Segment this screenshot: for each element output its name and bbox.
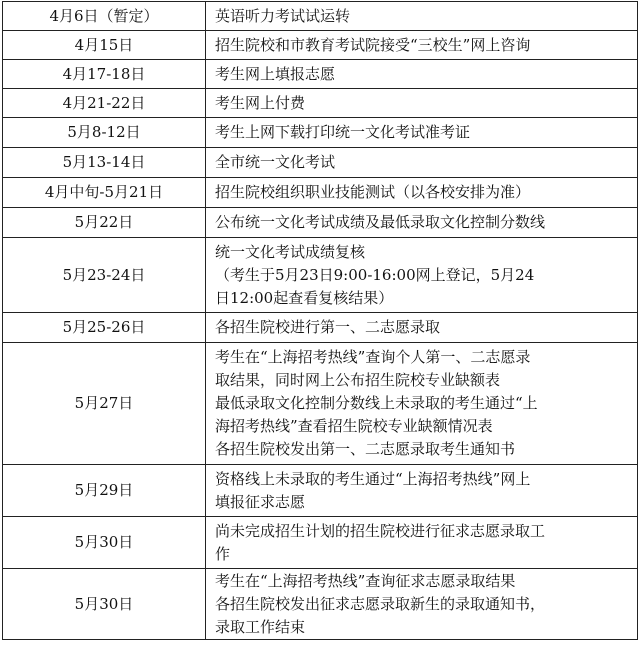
schedule-date: 5月25-26日: [3, 313, 206, 343]
schedule-date: 5月8-12日: [3, 118, 206, 148]
schedule-date: 5月27日: [3, 343, 206, 465]
schedule-row: [3, 465, 638, 517]
schedule-event: [206, 208, 638, 238]
schedule-event-line: 各招生院校发出第一、二志愿录取考生通知书: [215, 440, 516, 458]
schedule-event-line: 各招生院校发出征求志愿录取新生的录取通知书，: [215, 594, 546, 613]
schedule-event-line: 录取工作结束: [215, 617, 306, 636]
schedule-event-line: 统一文化考试成绩复核: [215, 242, 366, 261]
schedule-event: [206, 343, 638, 465]
schedule-event-line: 全市统一文化考试: [215, 153, 336, 171]
schedule-date: 5月30日: [3, 569, 206, 640]
schedule-event: [206, 517, 638, 569]
schedule-row: [3, 238, 638, 313]
schedule-row: [3, 178, 638, 208]
schedule-date: 5月13-14日: [3, 148, 206, 178]
schedule-event-line: 公布统一文化考试成绩及最低录取文化控制分数线: [215, 213, 546, 231]
schedule-date: 5月22日: [3, 208, 206, 238]
schedule-table-body: [3, 2, 638, 640]
schedule-event: [206, 569, 638, 640]
schedule-event-line: （考生于5月23日9:00-16:00网上登记，5月24: [215, 265, 535, 284]
schedule-event: [206, 118, 638, 148]
schedule-event: [206, 89, 638, 118]
schedule-event-line: 英语听力考试试运转: [215, 6, 351, 25]
schedule-date: 4月15日: [3, 31, 206, 60]
schedule-row: [3, 31, 638, 60]
schedule-date: 4月中旬-5月21日: [3, 178, 206, 208]
schedule-row: [3, 148, 638, 178]
schedule-event: [206, 178, 638, 208]
schedule-date: 4月6日（暂定）: [3, 2, 206, 31]
schedule-event: [206, 465, 638, 517]
schedule-row: [3, 60, 638, 89]
schedule-row: [3, 343, 638, 465]
schedule-date: 5月23-24日: [3, 238, 206, 313]
schedule-event: [206, 60, 638, 89]
schedule-event: [206, 238, 638, 313]
schedule-event-line: 资格线上未录取的考生通过“上海招考热线”网上: [215, 469, 531, 488]
schedule-event-line: 考生在“上海招考热线”查询征求志愿录取结果: [215, 571, 516, 590]
schedule-event-line: 日12:00起查看复核结果）: [215, 288, 394, 307]
schedule-row: [3, 313, 638, 343]
schedule-event: [206, 148, 638, 178]
schedule-event-line: 取结果，同时网上公布招生院校专业缺额表: [215, 371, 501, 389]
schedule-event: [206, 313, 638, 343]
schedule-event-line: 招生院校组织职业技能测试（以各校安排为准）: [215, 183, 531, 201]
schedule-date: 5月30日: [3, 517, 206, 569]
schedule-event-line: 作: [215, 544, 231, 563]
schedule-row: [3, 208, 638, 238]
admission-schedule-table: [2, 1, 638, 640]
schedule-event-line: 尚未完成招生计划的招生院校进行征求志愿录取工: [215, 521, 546, 540]
schedule-event-line: 填报征求志愿: [215, 492, 306, 511]
schedule-date: 4月21-22日: [3, 89, 206, 118]
schedule-row: [3, 118, 638, 148]
schedule-event: [206, 31, 638, 60]
schedule-event-line: 招生院校和市教育考试院接受“三校生”网上咨询: [215, 35, 531, 54]
schedule-event: [206, 2, 638, 31]
schedule-event-line: 考生网上填报志愿: [215, 64, 336, 83]
schedule-row: [3, 89, 638, 118]
schedule-date: 5月29日: [3, 465, 206, 517]
schedule-event-line: 海招考热线”查看招生院校专业缺额情况表: [215, 417, 493, 435]
schedule-row: [3, 569, 638, 640]
schedule-row: [3, 517, 638, 569]
schedule-date: 4月17-18日: [3, 60, 206, 89]
schedule-event-line: 考生在“上海招考热线”查询个人第一、二志愿录: [215, 348, 531, 366]
schedule-row: [3, 2, 638, 31]
schedule-event-line: 最低录取文化控制分数线上未录取的考生通过“上: [215, 394, 538, 412]
schedule-event-line: 考生网上付费: [215, 93, 306, 112]
schedule-event-line: 考生上网下载打印统一文化考试准考证: [215, 123, 471, 141]
schedule-event-line: 各招生院校进行第一、二志愿录取: [215, 318, 441, 336]
